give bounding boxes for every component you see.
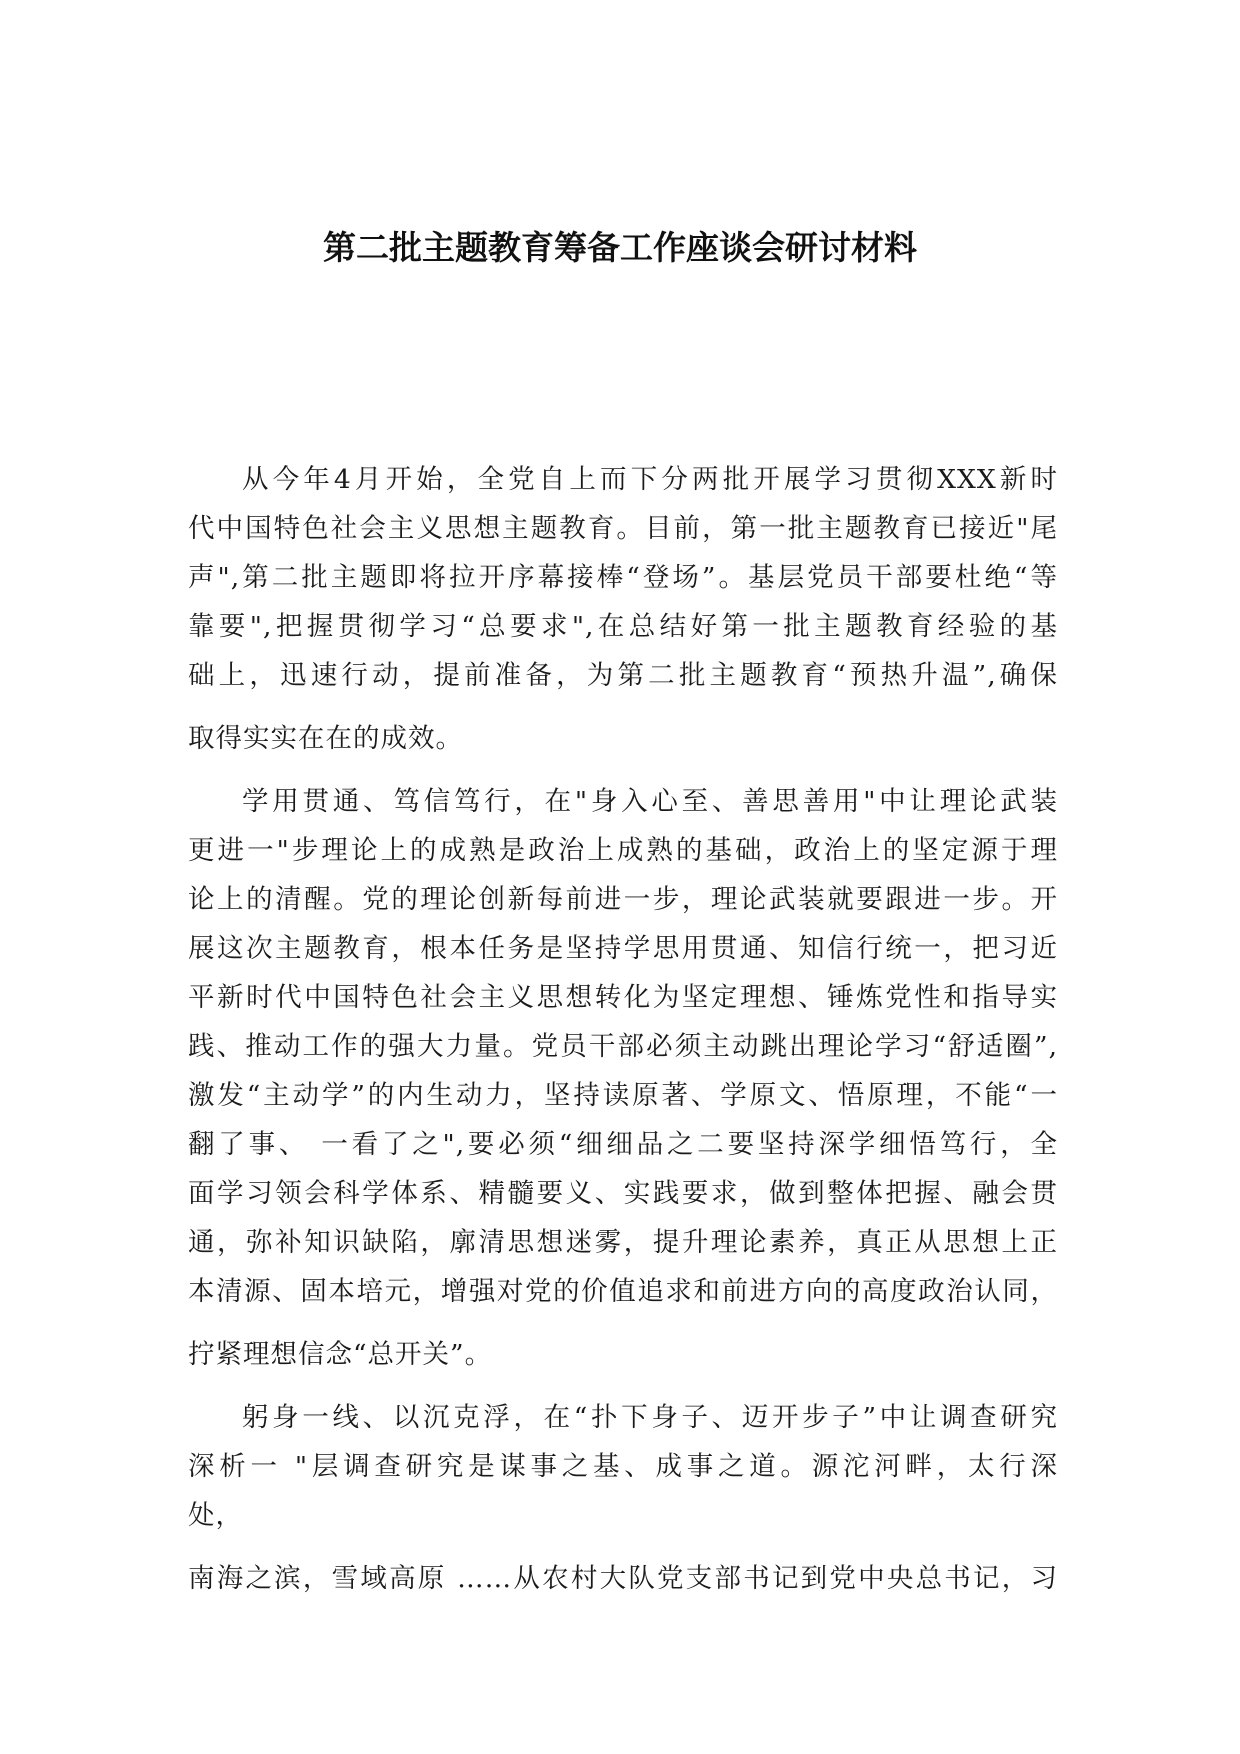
paragraph-line: 面学习领会科学体系、精髓要义、实践要求，做到整体把握、融会贯 <box>188 1178 1058 1209</box>
paragraph-line: 通，弥补知识缺陷，廓清思想迷雾，提升理论素养，真正从思想上正 <box>188 1227 1058 1258</box>
paragraph-line: 激发“主动学”的内生动力，坚持读原著、学原文、悟原理，不能“一 <box>188 1080 1058 1111</box>
paragraph-line: 平新时代中国特色社会主义思想转化为坚定理想、锤炼党性和指导实 <box>188 982 1058 1013</box>
paragraph-line: 拧紧理想信念“总开关”。 <box>188 1339 493 1370</box>
paragraph-line: 声",第二批主题即将拉开序幕接棒“登场”。基层党员干部要杜绝“等 <box>188 562 1058 593</box>
paragraph-line: 论上的清醒。党的理论创新每前进一步，理论武装就要跟进一步。开 <box>188 884 1058 915</box>
paragraph-line: 代中国特色社会主义思想主题教育。目前，第一批主题教育已接近"尾 <box>188 513 1058 544</box>
paragraph-line: 处， <box>188 1500 243 1531</box>
paragraph-line: 展这次主题教育，根本任务是坚持学思用贯通、知信行统一，把习近 <box>188 933 1058 964</box>
document-title: 第二批主题教育筹备工作座谈会研讨材料 <box>323 228 917 267</box>
paragraph-line: 从今年4月开始，全党自上而下分两批开展学习贯彻XXX新时 <box>242 464 1058 495</box>
paragraph-line: 靠要",把握贯彻学习“总要求",在总结好第一批主题教育经验的基 <box>188 611 1058 642</box>
paragraph-line: 躬身一线、以沉克浮，在“扑下身子、迈开步子”中让调查研究 <box>242 1402 1058 1433</box>
document-body <box>188 455 1058 1603</box>
paragraph-line: 翻了事、 一看了之",要必须“细细品之二要坚持深学细悟笃行，全 <box>188 1129 1058 1160</box>
paragraph-line: 学用贯通、笃信笃行，在"身入心至、善思善用"中让理论武装 <box>242 786 1058 817</box>
paragraph-line: 南海之滨，雪域高原 ……从农村大队党支部书记到党中央总书记，习 <box>188 1563 1058 1594</box>
paragraph-line: 取得实实在在的成效。 <box>188 723 463 754</box>
paragraph-line: 础上，迅速行动，提前准备，为第二批主题教育“预热升温”,确保 <box>188 660 1058 691</box>
paragraph-line: 践、推动工作的强大力量。党员干部必须主动跳出理论学习“舒适圈”, <box>188 1031 1058 1062</box>
paragraph-line: 更进一"步理论上的成熟是政治上成熟的基础，政治上的坚定源于理 <box>188 835 1058 866</box>
paragraph-line: 深析一 "层调查研究是谋事之基、成事之道。源沱河畔，太行深 <box>188 1451 1058 1482</box>
paragraph-line: 本清源、固本培元，增强对党的价值追求和前进方向的高度政治认同， <box>188 1276 1058 1307</box>
